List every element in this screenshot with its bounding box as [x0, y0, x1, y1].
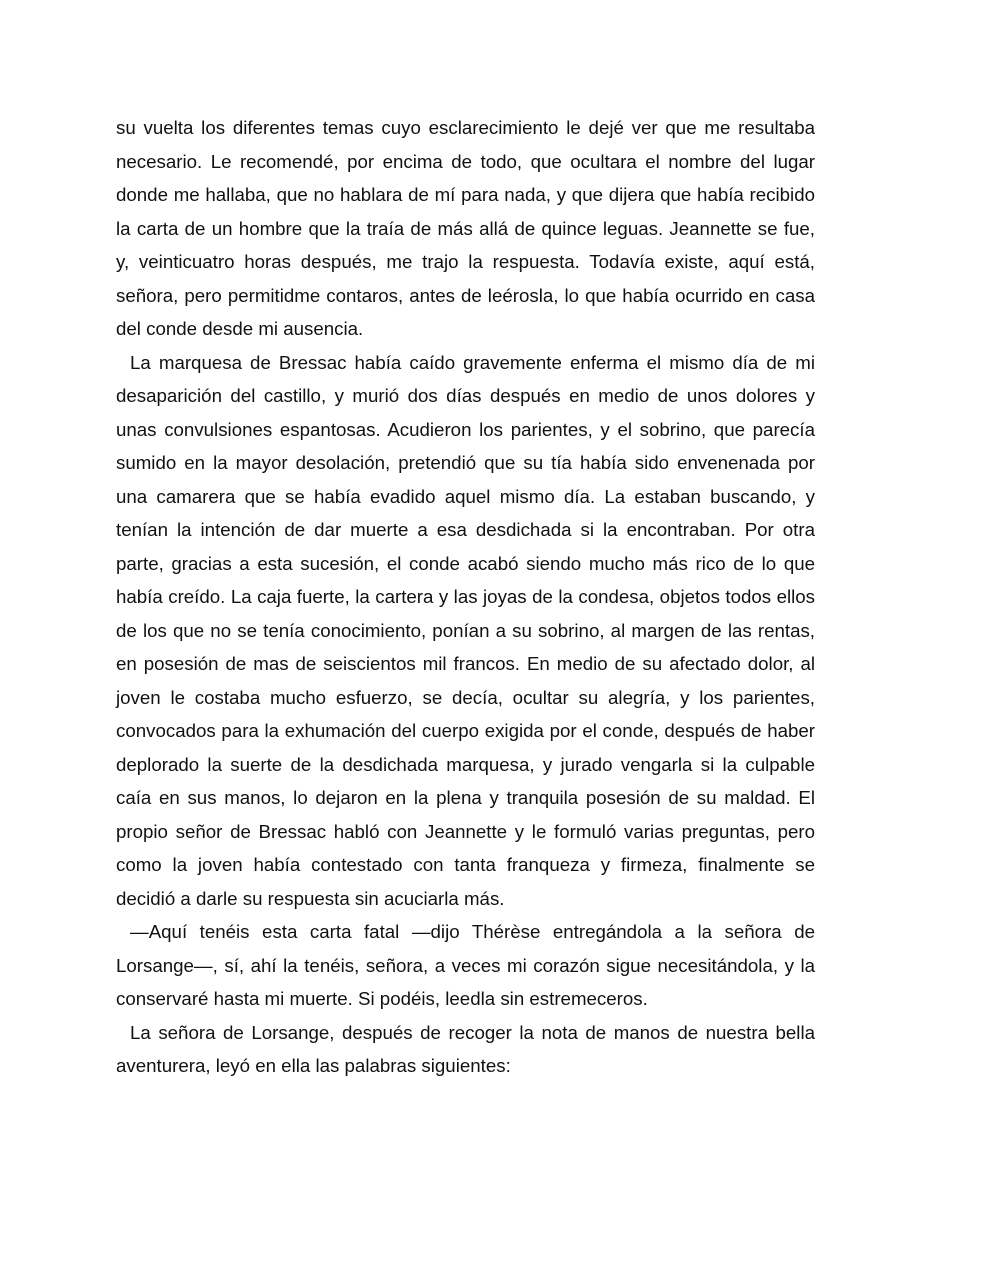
paragraph-3: —Aquí tenéis esta carta fatal —dijo Thérèse entregándola a la señora de Lorsange—, sí, ahí la tenéis, señora, a veces mi corazón sigue necesitándola, y la conservaré hasta mi muerte. Si podéis, leedla sin estremeceros.	[116, 921, 815, 1009]
paragraph-1: su vuelta los diferentes temas cuyo esclarecimiento le dejé ver que me resultaba necesario. Le recomendé, por encima de todo, que ocultara el nombre del lugar donde me hallaba, que no hablara de mí para nada, y que dijera que había recibido la carta de un hombre que la traía de más allá de quince leguas. Jeannette se fue, y, veinticuatro horas después, me trajo la respuesta. Todavía existe, aquí está, señora, pero permitidme contaros, antes de leérosla, lo que había ocurrido en casa del conde desde mi ausencia.	[116, 117, 815, 339]
paragraph-4: La señora de Lorsange, después de recoger la nota de manos de nuestra bella aventurera, leyó en ella las palabras siguientes:	[116, 1021, 815, 1076]
body-text	[116, 111, 815, 1083]
paragraph-2: La marquesa de Bressac había caído gravemente enferma el mismo día de mi desaparición del castillo, y murió dos días después en medio de unos dolores y unas convulsiones espantosas. Acudieron los parientes, y el sobrino, que parecía sumido en la mayor desolación, pretendió que su tía había sido envenenada por una camarera que se había evadido aquel mismo día. La estaban buscando, y tenían la intención de dar muerte a esa desdichada si la encontraban. Por otra parte, gracias a esta sucesión, el conde acabó siendo mucho más rico de lo que había creído. La caja fuerte, la cartera y las joyas de la condesa, objetos todos ellos de los que no se tenía conocimiento, ponían a su sobrino, al margen de las rentas, en posesión de mas de seiscientos mil francos. En medio de su afectado dolor, al joven le costaba mucho esfuerzo, se decía, ocultar su alegría, y los parientes, convocados para la exhumación del cuerpo exigida por el conde, después de haber deplorado la suerte de la desdichada marquesa, y jurado vengarla si la culpable caía en sus manos, lo dejaron en la plena y tranquila posesión de su maldad. El propio señor de Bressac habló con Jeannette y le formuló varias preguntas, pero como la joven había contestado con tanta franqueza y firmeza, finalmente se decidió a darle su respuesta sin acuciarla más.	[116, 351, 815, 909]
